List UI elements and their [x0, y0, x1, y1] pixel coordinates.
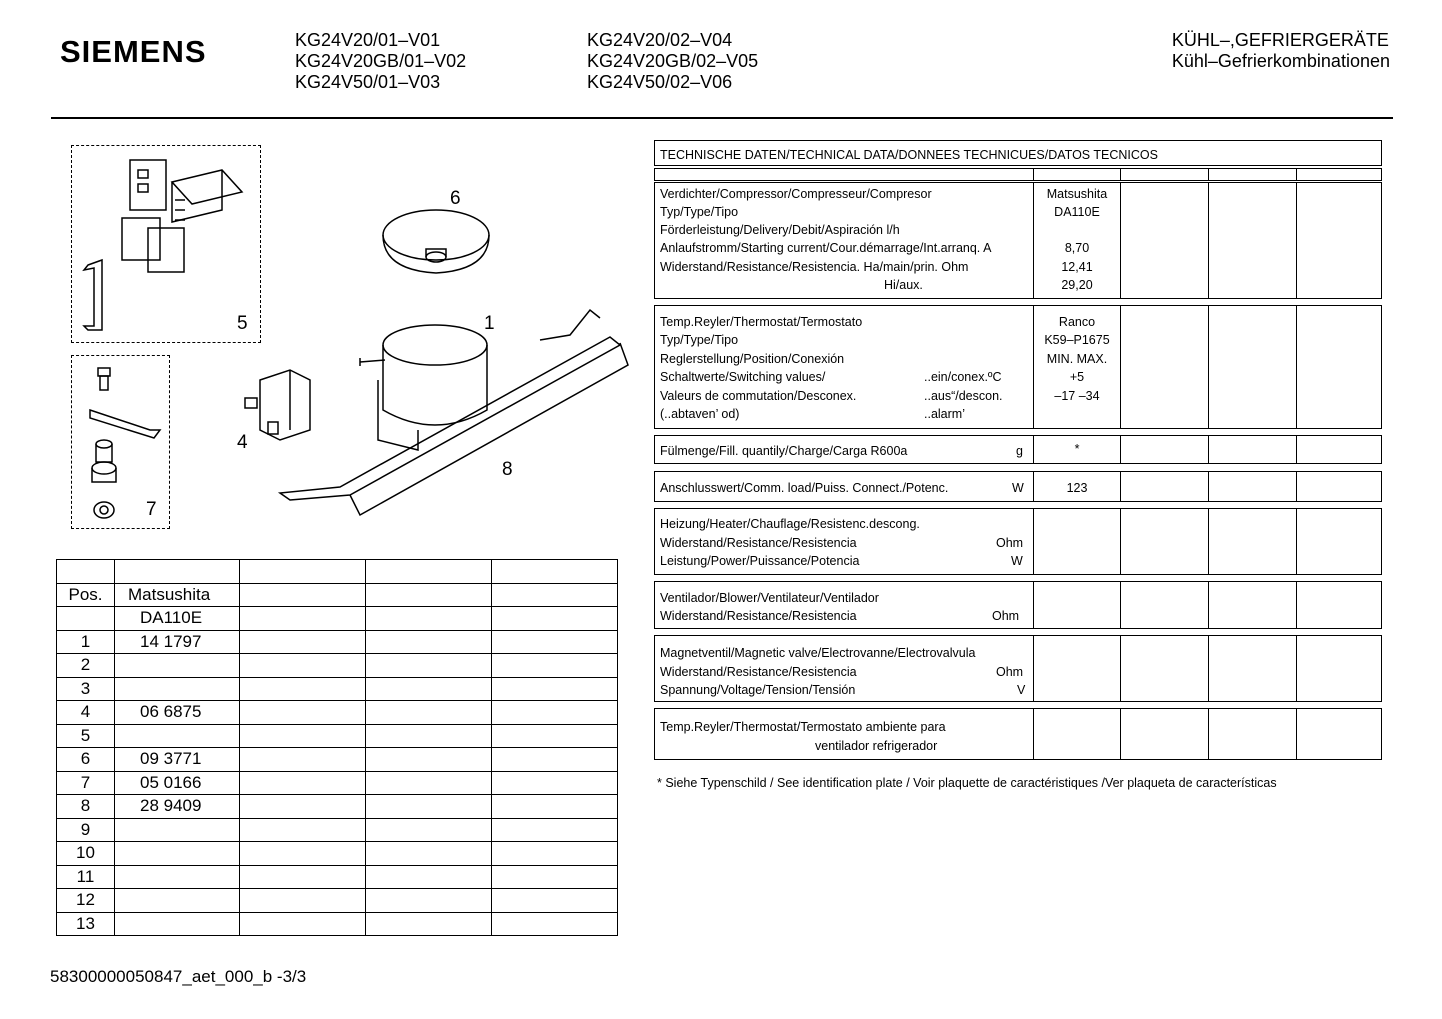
- part-number: [115, 842, 240, 866]
- model-number: KG24V20/02–V04: [587, 30, 733, 50]
- table-row: [57, 677, 618, 701]
- spec-label: (..abtaven’ od): [660, 407, 740, 421]
- callout-6: 6: [450, 188, 461, 209]
- spec-unit: Ohm: [992, 609, 1020, 623]
- spec-label: Anlaufstromm/Starting current/Cour.démarrage/Int.arranq. A: [660, 241, 992, 255]
- table-row: [57, 842, 618, 866]
- model-number: KG24V20GB/01–V02: [295, 51, 467, 71]
- pos-header: Pos.: [57, 583, 115, 607]
- spec-label: Typ/Type/Tipo: [660, 333, 739, 347]
- relay-illustration: [245, 370, 310, 440]
- spec-unit: g: [1016, 444, 1023, 458]
- thermostat-section: [654, 305, 1382, 429]
- pos-number: 6: [57, 748, 115, 772]
- compressor-section: [654, 182, 1382, 299]
- callout-7: 7: [146, 499, 157, 520]
- spec-unit: Ohm: [996, 665, 1024, 679]
- spec-value: 123: [1066, 481, 1088, 495]
- spec-label: ventilador refrigerador: [815, 739, 938, 753]
- table-row: [57, 701, 618, 725]
- spec-label: Widerstand/Resistance/Resistencia: [660, 665, 857, 679]
- spec-value: Matsushita: [1046, 187, 1108, 201]
- part-number: [115, 912, 240, 936]
- spec-label: Widerstand/Resistance/Resistencia: [660, 536, 857, 550]
- spec-value: DA110E: [1054, 205, 1100, 219]
- spec-value: 8,70: [1064, 241, 1090, 255]
- refrigerant-section: [654, 435, 1382, 464]
- spec-label: Hi/aux.: [884, 278, 923, 292]
- spec-value: K59–P1675: [1044, 333, 1110, 347]
- compressor-model: DA110E: [115, 607, 240, 631]
- spec-label: Ventilador/Blower/Ventilateur/Ventilador: [660, 591, 879, 605]
- model-number: KG24V20GB/02–V05: [587, 51, 759, 71]
- table-row: [57, 771, 618, 795]
- part-number: 14 1797: [115, 630, 240, 654]
- spec-label: Temp.Reyler/Thermostat/Termostato: [660, 315, 863, 329]
- parts-table: [56, 559, 618, 936]
- model-list-1: [295, 30, 466, 93]
- category-title: [1172, 30, 1390, 72]
- spec-unit: W: [1012, 481, 1024, 495]
- spec-label: Verdichter/Compressor/Compresseur/Compresor: [660, 187, 932, 201]
- pos-number: 8: [57, 795, 115, 819]
- part-number: 05 0166: [115, 771, 240, 795]
- pos-number: 5: [57, 724, 115, 748]
- pos-number: 3: [57, 677, 115, 701]
- pos-number: 1: [57, 630, 115, 654]
- table-row: [57, 912, 618, 936]
- part-number: 06 6875: [115, 701, 240, 725]
- part-number: 28 9409: [115, 795, 240, 819]
- base-rail-illustration: [280, 310, 628, 515]
- table-row: [57, 865, 618, 889]
- pos-number: 11: [57, 865, 115, 889]
- callout-8: 8: [502, 459, 513, 480]
- table-row: [57, 795, 618, 819]
- part-number: [115, 818, 240, 842]
- spec-value: 29,20: [1061, 278, 1093, 292]
- header-divider: [51, 117, 1393, 119]
- part-number: [115, 889, 240, 913]
- spec-label: Typ/Type/Tipo: [660, 205, 739, 219]
- pos-number: 12: [57, 889, 115, 913]
- load-section: [654, 471, 1382, 502]
- category-line: KÜHL–,GEFRIERGERÄTE: [1171, 30, 1389, 50]
- table-row: [57, 654, 618, 678]
- ambient-thermostat-section: [654, 708, 1382, 760]
- spec-label: Widerstand/Resistance/Resistencia: [660, 609, 857, 623]
- spec-label: Heizung/Heater/Chauflage/Resistenc.descong.: [660, 517, 920, 531]
- part-number: [115, 724, 240, 748]
- callout-4: 4: [237, 432, 248, 453]
- spec-value: –17 –34: [1054, 389, 1100, 403]
- tech-header-row: [654, 168, 1382, 181]
- table-row: [57, 724, 618, 748]
- spec-value: Ranco: [1058, 315, 1096, 329]
- table-row: [57, 630, 618, 654]
- tech-title-box: [654, 140, 1382, 166]
- brand-logo: SIEMENS: [60, 34, 207, 69]
- pos-number: 9: [57, 818, 115, 842]
- spec-label: Förderleistung/Delivery/Debit/Aspiración l/h: [660, 223, 900, 237]
- blower-section: [654, 581, 1382, 629]
- pos-number: 13: [57, 912, 115, 936]
- spec-label: Widerstand/Resistance/Resistencia. Ha/main/prin. Ohm: [660, 260, 969, 274]
- pos-number: 10: [57, 842, 115, 866]
- tech-title: TECHNISCHE DATEN/TECHNICAL DATA/DONNEES TECHNICUES/DATOS TECNICOS: [660, 148, 1158, 162]
- spec-unit: V: [1017, 683, 1026, 697]
- spec-value: 12,41: [1061, 260, 1093, 274]
- parts-diagram: [60, 140, 640, 540]
- compressor-illustration: [360, 325, 487, 450]
- valve-section: [654, 635, 1382, 702]
- spec-sublabel: ..aus“/descon.: [924, 389, 1003, 403]
- document-id: 58300000050847_aet_000_b -3/3: [50, 967, 307, 986]
- model-list-2: [587, 30, 758, 93]
- spec-value: MIN. MAX.: [1046, 352, 1108, 366]
- spec-label: Valeurs de commutation/Desconex.: [660, 389, 857, 403]
- table-row: [57, 748, 618, 772]
- part-number: 09 3771: [115, 748, 240, 772]
- spec-label: Fülmenge/Fill. quantily/Charge/Carga R600a: [660, 444, 908, 458]
- drip-tray-illustration: [383, 210, 489, 273]
- spec-value: +5: [1069, 370, 1085, 384]
- model-number: KG24V50/01–V03: [295, 72, 441, 92]
- table-row: [57, 607, 618, 631]
- compressor-brand: Matsushita: [115, 583, 240, 607]
- spec-label: Temp.Reyler/Thermostat/Termostato ambiente para: [660, 720, 946, 734]
- model-number: KG24V20/01–V01: [295, 30, 441, 50]
- footnote: * Siehe Typenschild / See identification plate / Voir plaquette de caractéristiques /Ver plaqueta de características: [657, 776, 1277, 790]
- pos-number: 2: [57, 654, 115, 678]
- spec-label: Anschlusswert/Comm. load/Puiss. Connect./Potenc.: [660, 481, 949, 495]
- model-number: KG24V50/02–V06: [587, 72, 733, 92]
- spec-label: Spannung/Voltage/Tension/Tensión: [660, 683, 856, 697]
- fastener-illustration: [90, 368, 160, 518]
- spec-unit: W: [1011, 554, 1023, 568]
- spec-label: Magnetventil/Magnetic valve/Electrovanne/Electrovalvula: [660, 646, 976, 660]
- heater-section: [654, 508, 1382, 575]
- table-row: [57, 560, 618, 584]
- table-row: [57, 889, 618, 913]
- callout-1: 1: [484, 313, 495, 334]
- pos-number: 4: [57, 701, 115, 725]
- spec-sublabel: ..ein/conex.ºC: [924, 370, 1002, 384]
- part-number: [115, 865, 240, 889]
- spec-unit: Ohm: [996, 536, 1024, 550]
- spec-value: *: [1074, 442, 1080, 456]
- pos-number: 7: [57, 771, 115, 795]
- spec-label: Leistung/Power/Puissance/Potencia: [660, 554, 860, 568]
- callout-5: 5: [237, 313, 248, 334]
- part-number: [115, 654, 240, 678]
- spec-label: Schaltwerte/Switching values/: [660, 370, 826, 384]
- spec-sublabel: ..alarm’: [924, 407, 965, 421]
- part-number: [115, 677, 240, 701]
- category-line: Kühl–Gefrierkombinationen: [1171, 51, 1390, 71]
- table-row: [57, 818, 618, 842]
- table-row: [57, 583, 618, 607]
- relay-part-illustration: [84, 160, 242, 330]
- spec-label: Reglerstellung/Position/Conexión: [660, 352, 845, 366]
